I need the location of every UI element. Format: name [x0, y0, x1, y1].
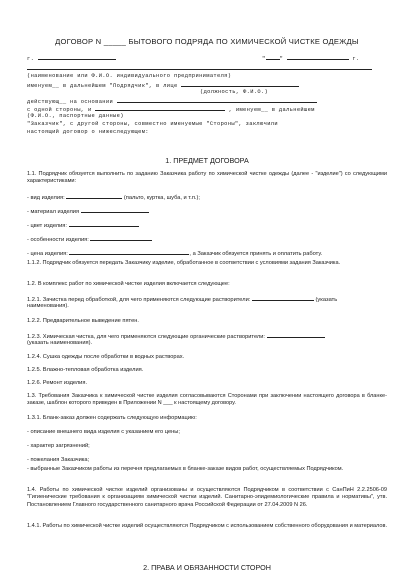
features-label: - особенности изделия: [27, 237, 89, 243]
clause-1-2-2: 1.2.2. Предварительное выведение пятен. [27, 318, 139, 324]
clause-1-2-5: 1.2.5. Влажно-тепловая обработка изделия. [27, 367, 144, 373]
executor-name-blank[interactable] [27, 64, 372, 70]
material-blank[interactable] [81, 207, 149, 213]
kind-label: - вид изделия: [27, 195, 65, 201]
passport-caption: (Ф.И.О., паспортные данные) [27, 113, 124, 119]
executor-caption: (наименование или Ф.И.О. индивидуального предпринимателя) [27, 73, 232, 79]
color-label: - цвет изделия: [27, 223, 67, 229]
month-year-blank[interactable] [287, 54, 349, 60]
clause-1-1: 1.1. Подрядчик обязуется выполнить по заданию Заказчика работу по химической чистке одежды (далее - "изделие") со следующими характеристиками: [27, 171, 387, 185]
city-line [27, 54, 116, 62]
bullet-wishes: - пожелания Заказчика; [27, 457, 90, 463]
color-blank[interactable] [69, 221, 139, 227]
acting-basis: действующ__ на основании [27, 99, 114, 105]
clause-1-2-6: 1.2.6. Ремонт изделия. [27, 380, 88, 386]
contract-line: настоящий договор о нижеследующем: [27, 129, 149, 135]
day-blank[interactable] [266, 54, 280, 60]
clause-1-2-1a: 1.2.1. Зачистка перед обработкой, для чего применяются следующие растворители: [27, 297, 251, 303]
named-customer: , именуем__ в дальнейшем [228, 107, 315, 113]
clause-1-2-1-line [27, 295, 337, 303]
executor-blank-line [27, 64, 372, 72]
clause-1-4: 1.4. Работы по химической чистке изделий организованы и осуществляются Подрядчиком в соответствии с СанПиН 2.2.2506-09 "Гигиенические требования к организациям химической чистки изделий. Санитарно-эпидемиологические правила и нормативы", утв. Постановлением Главного государственного санитарного врача Российской Федерации от 27.04.2009 N 26. [27, 487, 387, 508]
clause-1-1-2: 1.1.2. Подрядчик обязуется передать Заказчику изделие, обработанное в соответствии с условиями задания Заказчика. [27, 260, 341, 266]
features-blank[interactable] [90, 235, 152, 241]
section-1-heading: 1. ПРЕДМЕТ ДОГОВОРА [165, 156, 249, 165]
material-label: - материал изделия [27, 209, 80, 215]
price-tail: , а Заказчик обязуется принять и оплатить работу. [189, 251, 323, 257]
basis-blank[interactable] [117, 97, 317, 103]
price-label: - цена изделия: [27, 251, 68, 257]
price-blank[interactable] [69, 249, 189, 255]
clause-1-2-1b: наименования). [27, 303, 69, 309]
bullet-contamination: - характер загрязнений; [27, 443, 90, 449]
kind-line [27, 193, 200, 201]
clause-1-3: 1.3. Требования Заказчика к химической чистке изделия согласовываются Сторонами при заключении настоящего договора в бланке-заказе, шаблон которого приведен в Приложении N ___ к настоящему договору. [27, 393, 387, 407]
clause-1-4-1: 1.4.1. Работы по химической чистке изделий осуществляются Подрядчиком с использованием собственного оборудования и материалов. [27, 523, 388, 529]
customer-line: "Заказчик", с другой стороны, совместно именуемые "Стороны", заключили [27, 121, 278, 127]
clause-1-2-3a: 1.2.3. Химическая чистка, для чего применяются следующие органические растворители: [27, 334, 266, 340]
city-blank[interactable] [38, 54, 116, 60]
clause-1-2-4: 1.2.4. Сушка одежды после обработки в водных растворах. [27, 354, 185, 360]
organic-solvents-blank[interactable] [267, 332, 325, 338]
solvents-blank[interactable] [252, 295, 314, 301]
bullet-selected-works: - выбранные Заказчиком работы из перечня предлагаемых в бланке-заказе видов работ, осуществляемых Подрядчиком. [27, 466, 344, 472]
price-line [27, 249, 322, 257]
date-line [262, 54, 360, 62]
features-line [27, 235, 152, 243]
clause-1-2: 1.2. В комплекс работ по химической чистке изделия включается следующее: [27, 281, 230, 287]
position-caption: (должность, Ф.И.О.) [200, 89, 269, 95]
material-line [27, 207, 149, 215]
year-suffix: г. [352, 56, 360, 62]
clause-1-2-1b-inline: (указать [315, 297, 338, 303]
date-quote-close: " [279, 56, 284, 62]
section-2-heading: 2. ПРАВА И ОБЯЗАННОСТИ СТОРОН [143, 563, 271, 572]
color-line [27, 221, 139, 229]
clause-1-3-1: 1.3.1. Бланк-заказ должен содержать следующую информацию: [27, 415, 197, 421]
executor-named: именуем__ в дальнейшем "Подрядчик", в лице [27, 83, 178, 89]
date-quote-open: " [262, 56, 266, 62]
customer-name-blank[interactable] [95, 105, 225, 111]
city-label: г. [27, 56, 35, 62]
document-title: ДОГОВОР N _____ БЫТОВОГО ПОДРЯДА ПО ХИМИЧЕСКОЙ ЧИСТКЕ ОДЕЖДЫ [55, 37, 359, 46]
representative-blank[interactable] [181, 81, 299, 87]
kind-blank[interactable] [66, 193, 122, 199]
kind-hint: (пальто, куртка, шуба, и т.п.); [123, 195, 200, 201]
one-side: с одной стороны, и [27, 107, 92, 113]
clause-1-2-3b: (указать наименования). [27, 340, 93, 346]
bullet-appearance: - описание внешнего вида изделия с указанием его цены; [27, 429, 180, 435]
